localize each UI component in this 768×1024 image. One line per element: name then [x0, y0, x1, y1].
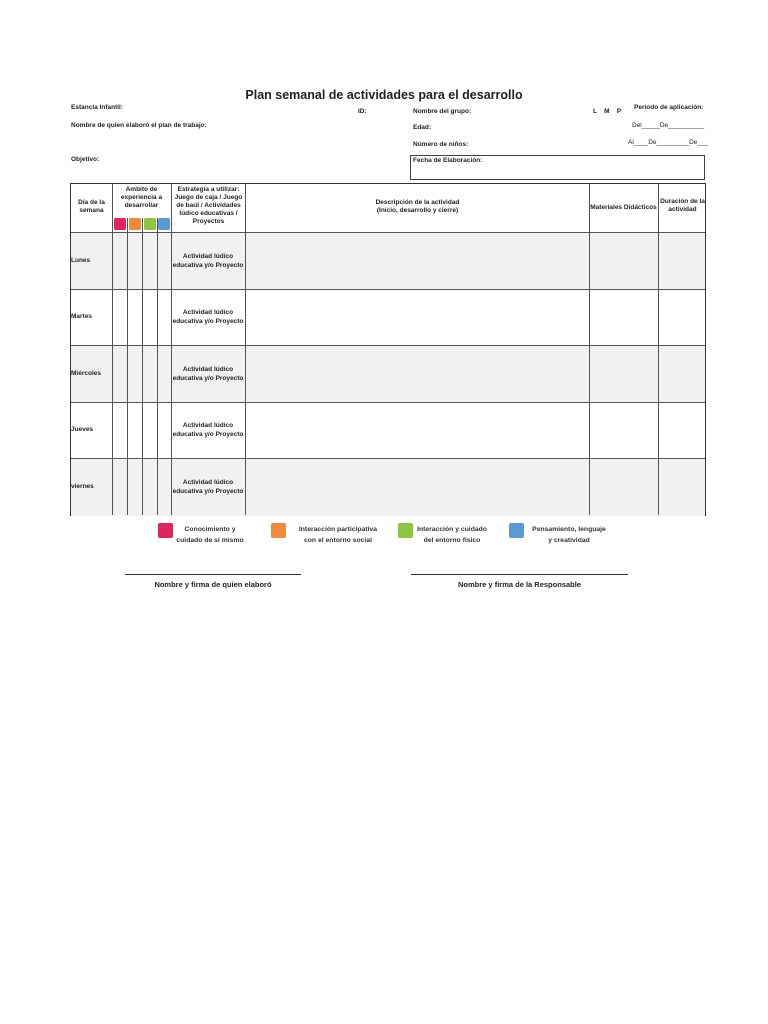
id-label: ID:	[358, 108, 367, 115]
col-header-ambito: Ambito de experiencia a desarrollar	[120, 186, 163, 209]
day-label: Martes	[71, 313, 92, 320]
objetivo-label: Objetivo:	[71, 156, 100, 163]
col-header-dia: Día de la semana	[78, 199, 105, 214]
lmp-label: L M P	[593, 108, 622, 115]
periodo-label: Periodo de aplicación:	[634, 104, 704, 111]
signature-line-left	[125, 574, 301, 575]
row-shade	[71, 346, 705, 403]
signature-line-right	[411, 574, 628, 575]
strategy-cell: Actividad lúdico educativa y/o Proyecto	[172, 479, 244, 495]
row-shade	[71, 459, 705, 516]
fecha-elaboracion-box[interactable]	[410, 155, 705, 180]
legend-item: Interacción y cuidado del entorno físico	[417, 526, 487, 544]
strategy-cell: Actividad lúdico educativa y/o Proyecto	[172, 253, 244, 269]
entorno-fisico-icon	[144, 218, 156, 230]
col-header-descripcion: Descripción de la actividad (Inicio, desarrollo y cierre)	[375, 199, 460, 214]
page-title: Plan semanal de actividades para el desarrollo	[245, 88, 523, 102]
signature-left-label: Nombre y firma de quien elaboró	[154, 580, 272, 589]
fecha-elaboracion-label: Fecha de Elaboración:	[413, 157, 483, 164]
signature-right-label: Nombre y firma de la Responsable	[458, 580, 581, 589]
elaboro-label: Nombre de quien elaboró el plan de trabajo:	[71, 122, 207, 129]
strategy-cell: Actividad lúdico educativa y/o Proyecto	[172, 422, 244, 438]
al-field[interactable]: Al____De_________De___	[628, 139, 709, 146]
edad-label: Edad:	[413, 124, 432, 131]
pensamiento-icon	[158, 218, 170, 230]
interaccion-social-icon	[129, 218, 141, 230]
pensamiento-icon	[509, 523, 524, 538]
activity-table	[70, 183, 706, 516]
ninos-label: Número de niños:	[413, 141, 469, 148]
entorno-fisico-icon	[398, 523, 413, 538]
col-header-materiales: Materiales Didácticos	[590, 204, 657, 211]
legend-item: Pensamiento, lenguaje y creatividad	[532, 526, 606, 544]
estancia-label: Estancia Infantil:	[71, 104, 124, 111]
conocimiento-icon	[114, 218, 126, 230]
day-label: Miércoles	[71, 370, 101, 377]
col-header-estrategia: Estrategia a utilizar: Juego de caja / Juego de baúl / Actividades lúdico educativas / Proyectos	[174, 186, 243, 225]
strategy-cell: Actividad lúdico educativa y/o Proyecto	[172, 366, 244, 382]
strategy-cell: Actividad lúdico educativa y/o Proyecto	[172, 309, 244, 325]
grupo-label: Nombre del grupo:	[413, 108, 472, 115]
col-header-duracion: Duración de la actividad	[660, 198, 705, 213]
legend-item: Interacción participativa con el entorno social	[298, 526, 378, 544]
interaccion-social-icon	[271, 523, 286, 538]
del-field[interactable]: Del_____De__________	[632, 122, 705, 129]
day-label: Jueves	[71, 426, 94, 433]
row-shade	[71, 233, 705, 290]
legend-item: Conocimiento y cuidado de sí mismo	[176, 526, 244, 544]
day-label: Lunes	[71, 257, 91, 264]
day-label: viernes	[71, 483, 94, 490]
